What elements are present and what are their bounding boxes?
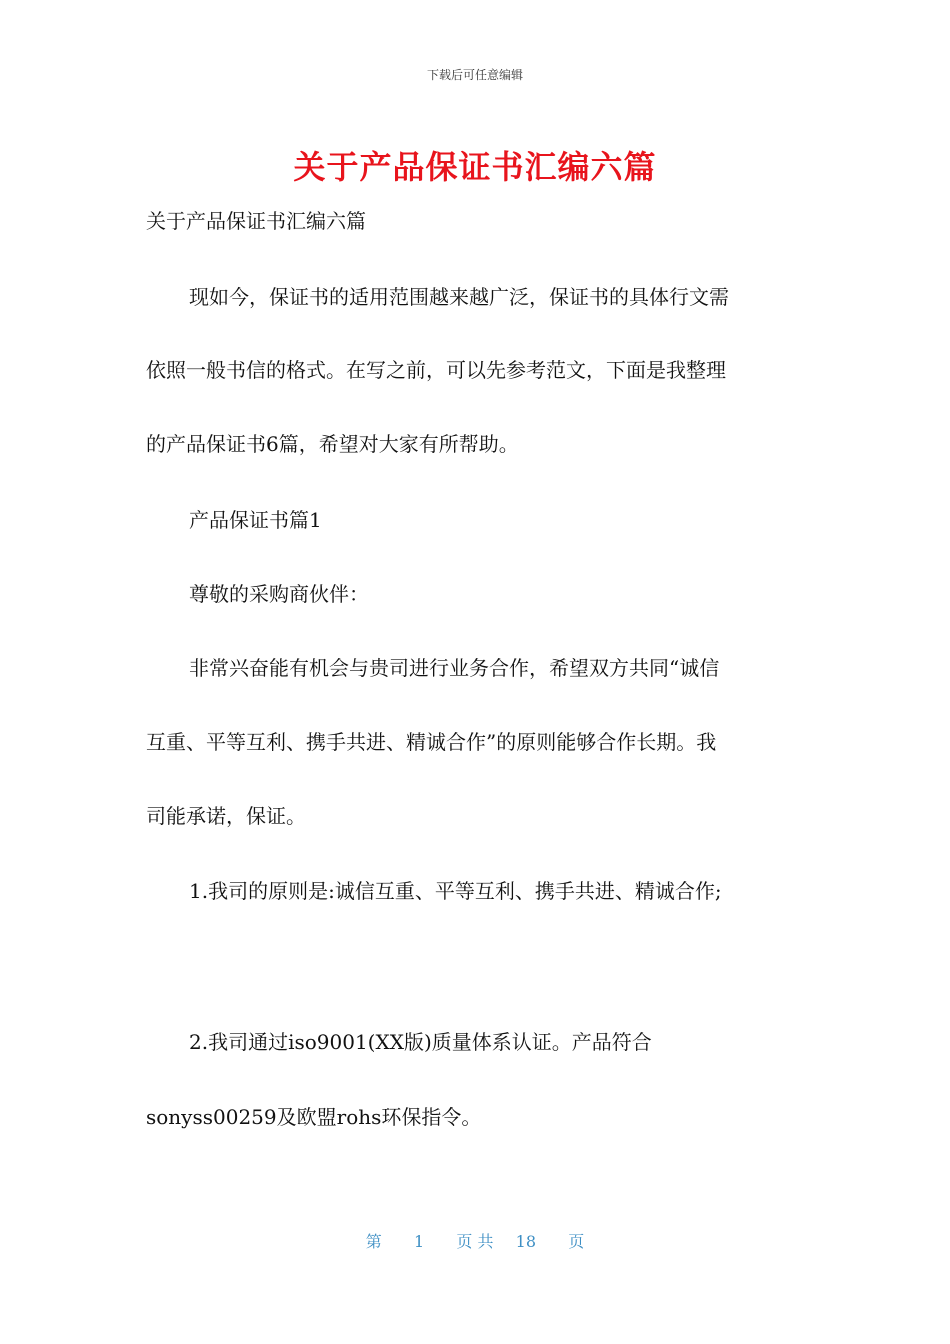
paragraph-line: 司能承诺，保证。 bbox=[146, 804, 306, 828]
footer-suffix: 页 bbox=[568, 1232, 585, 1251]
footer-prefix: 第 bbox=[365, 1232, 382, 1251]
list-item: 2.我司通过iso9001(XX版)质量体系认证。产品符合 bbox=[189, 1030, 652, 1054]
page-footer bbox=[0, 1229, 950, 1252]
paragraph-line: 互重、平等互利、携手共进、精诚合作”的原则能够合作长期。我 bbox=[146, 730, 717, 754]
footer-total-pages: 18 bbox=[515, 1232, 536, 1251]
paragraph-line: 依照一般书信的格式。在写之前，可以先参考范文，下面是我整理 bbox=[146, 358, 726, 382]
header-note: 下载后可任意编辑 bbox=[426, 68, 523, 82]
paragraph-line: 的产品保证书6篇，希望对大家有所帮助。 bbox=[146, 432, 519, 456]
document-title: 关于产品保证书汇编六篇 bbox=[293, 148, 657, 186]
footer-middle: 页 共 bbox=[456, 1232, 494, 1251]
paragraph-line: 非常兴奋能有机会与贵司进行业务合作，希望双方共同“诚信 bbox=[189, 656, 720, 680]
list-item: 1.我司的原则是:诚信互重、平等互利、携手共进、精诚合作; bbox=[189, 879, 722, 903]
footer-page-number: 1 bbox=[413, 1232, 425, 1251]
section-heading: 产品保证书篇1 bbox=[189, 508, 322, 532]
subtitle-line: 关于产品保证书汇编六篇 bbox=[146, 209, 366, 233]
paragraph-line: 现如今，保证书的适用范围越来越广泛，保证书的具体行文需 bbox=[189, 285, 729, 309]
list-item-continuation: sonyss00259及欧盟rohs环保指令。 bbox=[146, 1105, 482, 1129]
salutation: 尊敬的采购商伙伴： bbox=[189, 582, 369, 606]
